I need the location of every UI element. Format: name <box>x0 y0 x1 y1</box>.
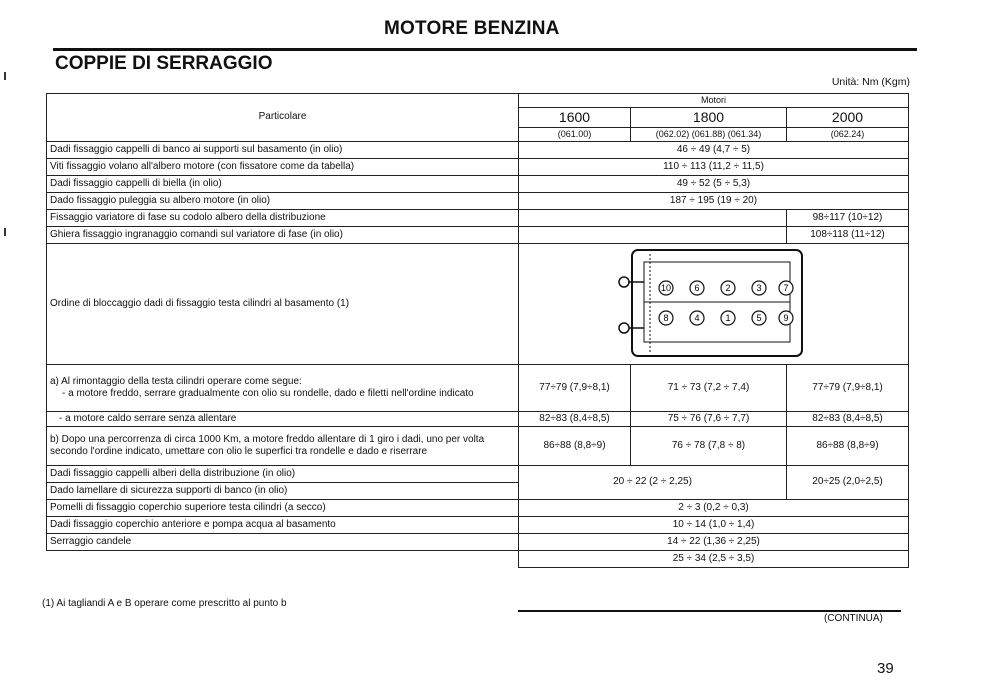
refit-a1-1800: 71 ÷ 73 (7,2 ÷ 7,4) <box>631 364 787 411</box>
code-1600: (061.00) <box>519 127 631 141</box>
table-row <box>47 364 909 411</box>
table-row <box>47 243 909 364</box>
refit-b-2000: 86÷88 (8,8÷9) <box>787 426 909 465</box>
table-row <box>47 411 909 426</box>
bolt-5-label: 5 <box>755 312 762 323</box>
row-value: 10 ÷ 14 (1,0 ÷ 1,4) <box>519 516 909 533</box>
footer-rule <box>518 610 901 612</box>
row-value: 46 ÷ 49 (4,7 ÷ 5) <box>519 141 909 158</box>
table-row <box>47 192 909 209</box>
row-label <box>47 550 519 567</box>
table-row <box>47 550 909 567</box>
bolt-1-label: 1 <box>724 312 731 323</box>
bolt-10-label: 10 <box>660 282 671 293</box>
col-header-particolare: Particolare <box>47 94 519 142</box>
table-row <box>47 516 909 533</box>
table-row <box>47 175 909 192</box>
refit-b-1600: 86÷88 (8,8÷9) <box>519 426 631 465</box>
row-value: 2 ÷ 3 (0,2 ÷ 0,3) <box>519 499 909 516</box>
table-row <box>47 141 909 158</box>
table-row <box>47 209 909 226</box>
table-row <box>47 465 909 482</box>
scan-edge-mark <box>4 72 6 80</box>
bolt-7-label: 7 <box>782 282 789 293</box>
row-label: Dadi fissaggio cappelli alberi della distribuzione (in olio) <box>47 465 519 482</box>
bolt-3-label: 3 <box>755 282 762 293</box>
footnote: (1) Ai tagliandi A e B operare come prescritto al punto b <box>42 598 287 609</box>
refit-a1-text: - a motore freddo, serrare gradualmente con olio su rondelle, dado e filetti nell'ordine indicato <box>62 387 474 399</box>
refit-a-cell <box>47 364 519 411</box>
page-number: 39 <box>877 660 894 677</box>
code-1800: (062.02) (061.88) (061.34) <box>631 127 787 141</box>
row-value: 187 ÷ 195 (19 ÷ 20) <box>519 192 909 209</box>
row-label: Dadi fissaggio coperchio anteriore e pompa acqua al basamento <box>47 516 519 533</box>
refit-b-text: b) Dopo una percorrenza di circa 1000 Km, a motore freddo allentare di 1 giro i dadi, uno per volta secondo l'ordine indicato, umettare con olio le superfici tra rondelle e dado e riserrare <box>47 426 519 465</box>
row-label: Serraggio candele <box>47 533 519 550</box>
header-rule <box>53 48 917 51</box>
table-row <box>47 426 909 465</box>
refit-b-1800: 76 ÷ 78 (7,8 ÷ 8) <box>631 426 787 465</box>
row-label: Fissaggio variatore di fase su codolo albero della distribuzione <box>47 209 519 226</box>
row-value: 110 ÷ 113 (11,2 ÷ 11,5) <box>519 158 909 175</box>
bolt-order-label: Ordine di bloccaggio dadi di fissaggio testa cilindri al basamento (1) <box>47 243 519 364</box>
bolt-4-label: 4 <box>693 312 700 323</box>
bolt-order-diagram-cell <box>519 243 909 364</box>
row-value: 49 ÷ 52 (5 ÷ 5,3) <box>519 175 909 192</box>
section-title: COPPIE DI SERRAGGIO <box>55 53 273 74</box>
cylinder-head-diagram <box>614 248 814 360</box>
refit-a2-1800: 75 ÷ 76 (7,6 ÷ 7,7) <box>631 411 787 426</box>
engine-2000: 2000 <box>787 108 909 128</box>
row-value: 25 ÷ 34 (2,5 ÷ 3,5) <box>519 550 909 567</box>
row-label: Dadi fissaggio cappelli di biella (in olio) <box>47 175 519 192</box>
refit-a1-1600: 77÷79 (7,9÷8,1) <box>519 364 631 411</box>
row-value-1600-1800: 20 ÷ 22 (2 ÷ 2,25) <box>519 465 787 499</box>
refit-a-title: a) Al rimontaggio della testa cilindri operare come segue: <box>50 375 302 387</box>
engine-1600: 1600 <box>519 108 631 128</box>
row-label: Dadi fissaggio cappelli di banco ai supporti sul basamento (in olio) <box>47 141 519 158</box>
table-row <box>47 226 909 243</box>
bolt-2-label: 2 <box>724 282 731 293</box>
empty-cell <box>519 226 787 243</box>
row-label: Ghiera fissaggio ingranaggio comandi sul variatore di fase (in olio) <box>47 226 519 243</box>
table-row <box>47 158 909 175</box>
empty-cell <box>519 209 787 226</box>
row-value-2000: 108÷118 (11÷12) <box>787 226 909 243</box>
refit-a2-text: - a motore caldo serrare senza allentare <box>47 411 519 426</box>
page-header-title: MOTORE BENZINA <box>384 18 560 39</box>
refit-a2-1600: 82÷83 (8,4÷8,5) <box>519 411 631 426</box>
row-value-2000: 98÷117 (10÷12) <box>787 209 909 226</box>
table-row <box>47 533 909 550</box>
engine-1800: 1800 <box>631 108 787 128</box>
units-label: Unità: Nm (Kgm) <box>831 76 910 88</box>
row-value-2000: 20÷25 (2,0÷2,5) <box>787 465 909 499</box>
row-label: Dado lamellare di sicurezza supporti di banco (in olio) <box>47 482 519 499</box>
bolt-8-label: 8 <box>662 312 669 323</box>
bolt-9-label: 9 <box>782 312 789 323</box>
refit-a2-2000: 82÷83 (8,4÷8,5) <box>787 411 909 426</box>
torque-table <box>46 93 909 568</box>
continua-label: (CONTINUA) <box>824 613 883 624</box>
bolt-6-label: 6 <box>693 282 700 293</box>
row-label: Viti fissaggio volano all'albero motore (con fissatore come da tabella) <box>47 158 519 175</box>
row-value: 14 ÷ 22 (1,36 ÷ 2,25) <box>519 533 909 550</box>
row-label: Dado fissaggio puleggia su albero motore (in olio) <box>47 192 519 209</box>
scan-edge-mark <box>4 228 6 236</box>
col-header-motori: Motori <box>519 94 909 108</box>
code-2000: (062.24) <box>787 127 909 141</box>
table-row <box>47 499 909 516</box>
refit-a1-2000: 77÷79 (7,9÷8,1) <box>787 364 909 411</box>
row-label: Pomelli di fissaggio coperchio superiore testa cilindri (a secco) <box>47 499 519 516</box>
